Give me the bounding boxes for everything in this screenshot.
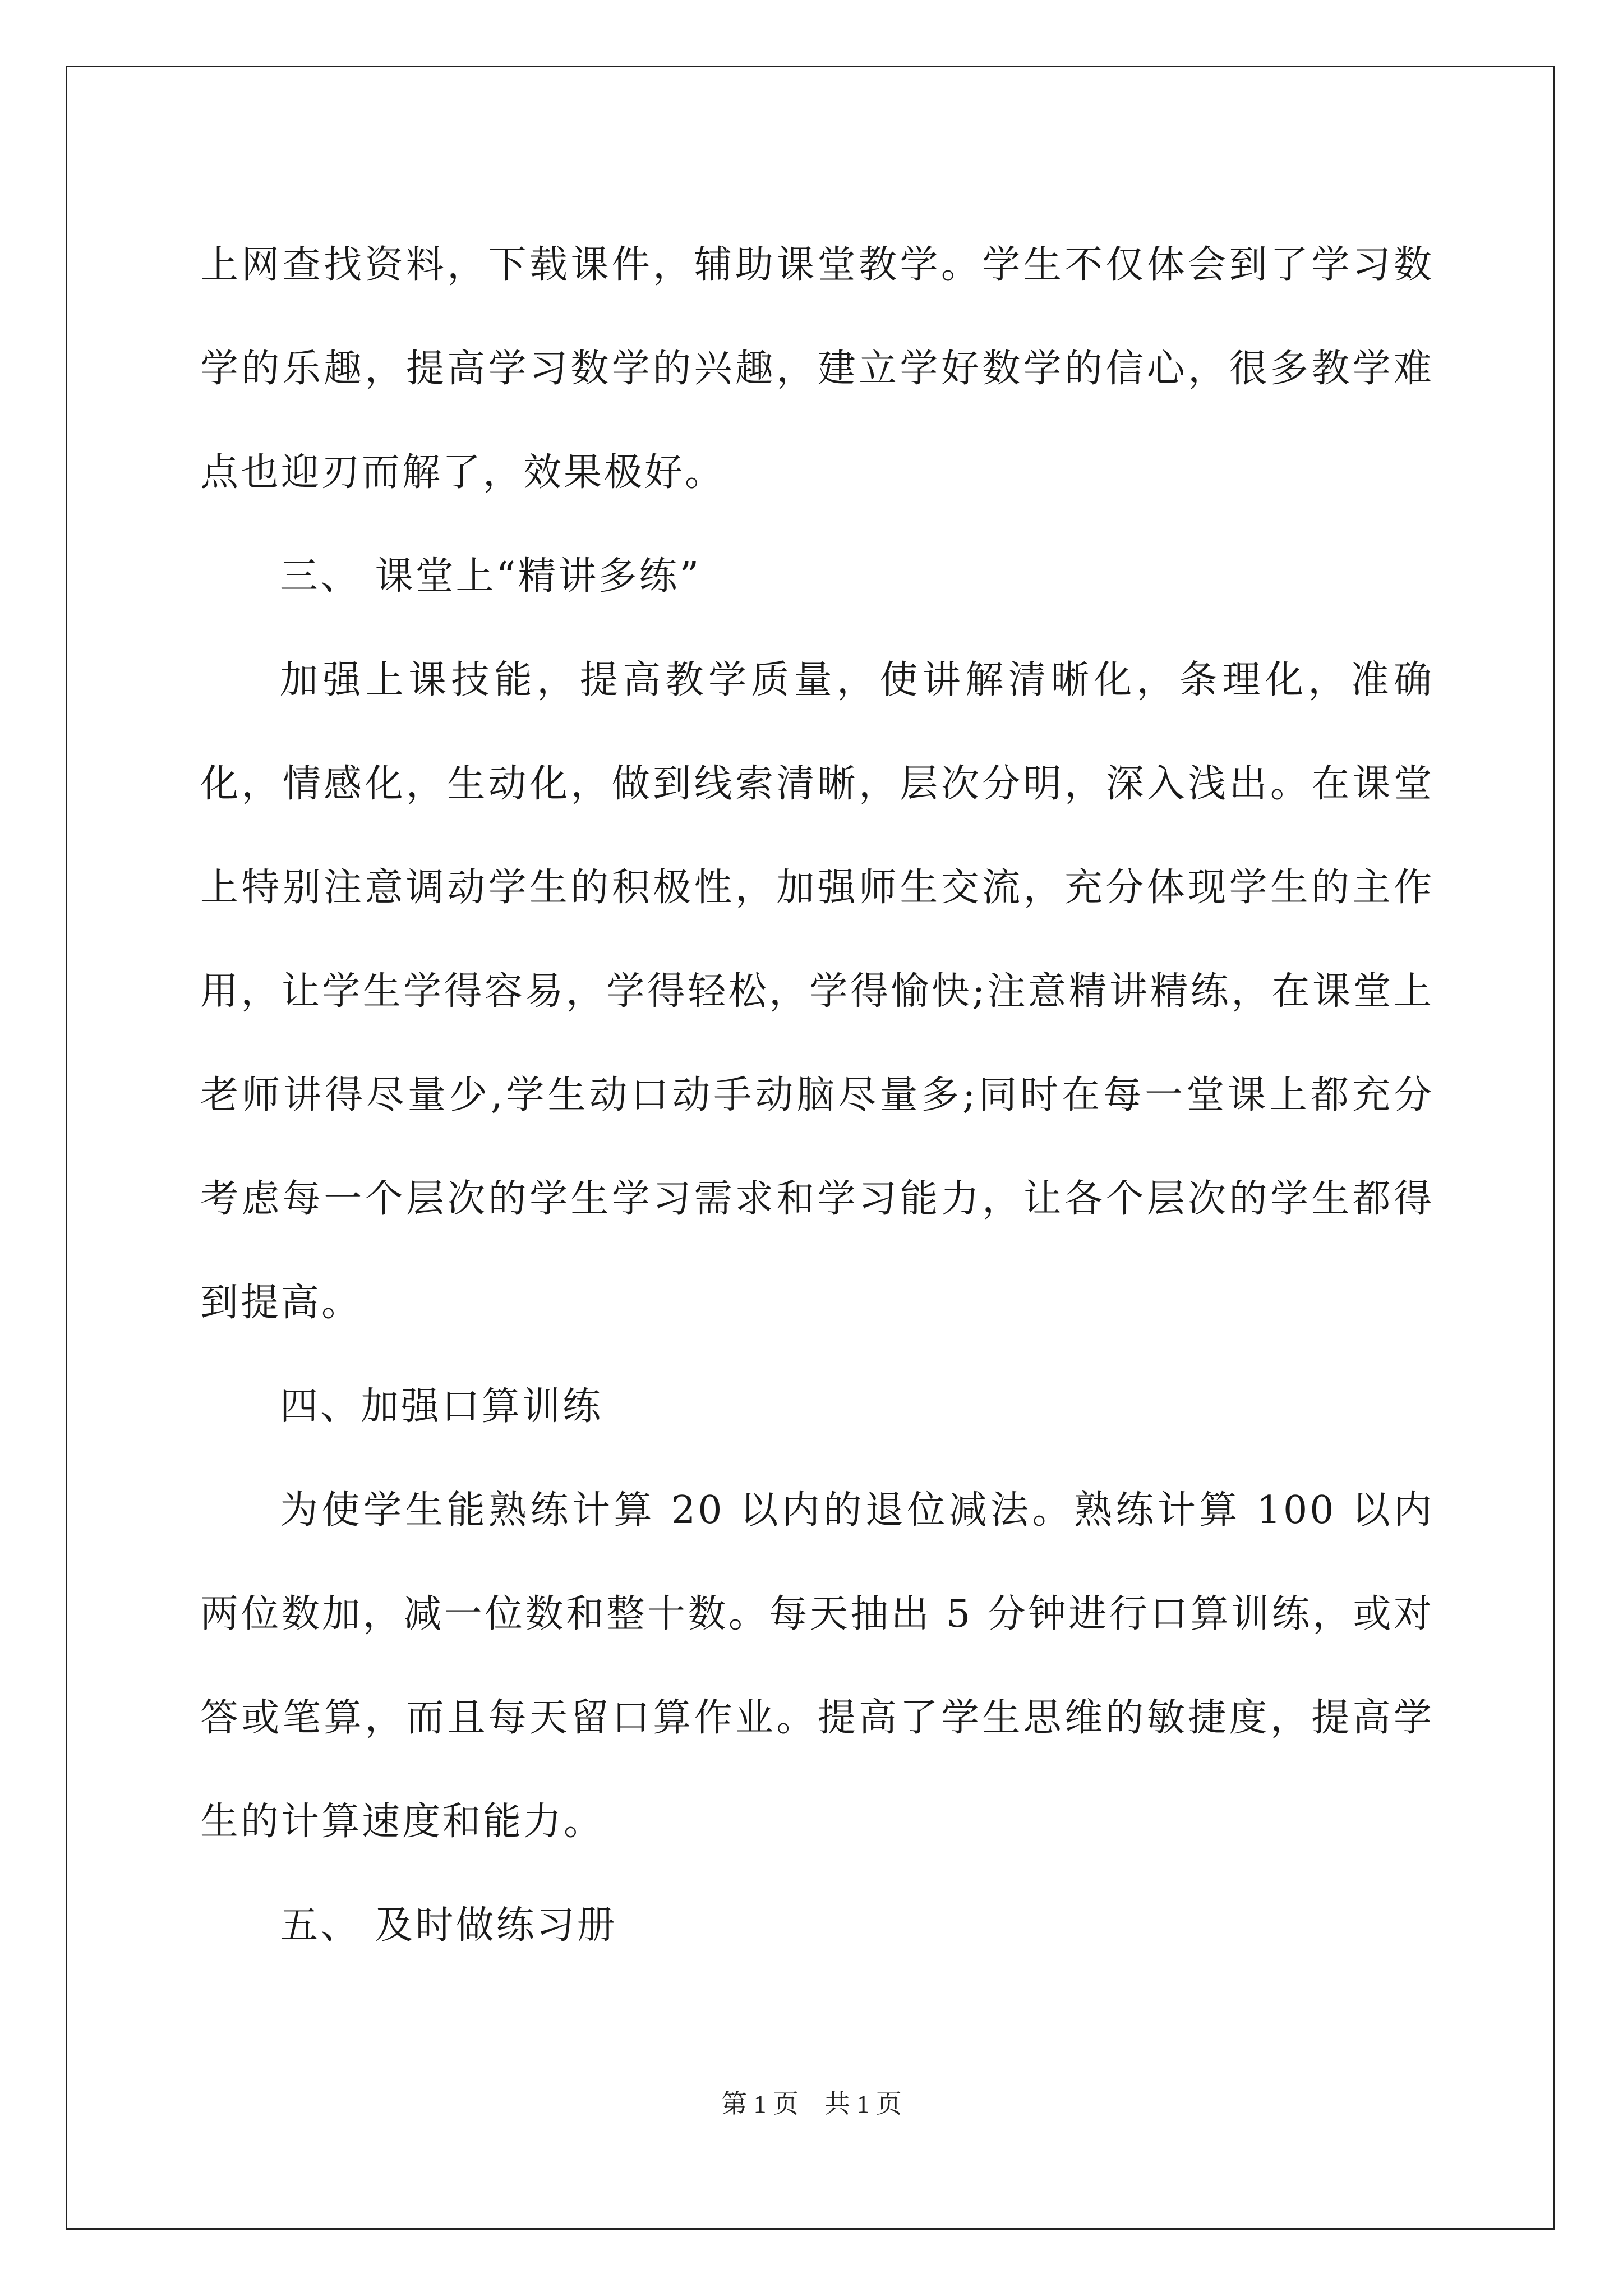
paragraph-3: 为使学生能熟练计算 20 以内的退位减法。熟练计算 100 以内两位数加，减一位数和整十数。每天抽出 5 分钟进行口算训练，或对答或笔算，而且每天留口算作业。提高了学生思维的敏捷度，提高学生的计算速度和能力。 <box>200 1488 1434 1844</box>
paragraph-2: 加强上课技能，提高教学质量，使讲解清晰化，条理化，准确化，情感化，生动化，做到线索清晰，层次分明，深入浅出。在课堂上特别注意调动学生的积极性，加强师生交流，充分体现学生的主作用，让学生学得容易，学得轻松，学得愉快;注意精讲精练，在课堂上老师讲得尽量少,学生动口动手动脑尽量多;同时在每一堂课上都充分考虑每一个层次的学生学习需求和学习能力，让各个层次的学生都得到提高。 <box>200 658 1434 1325</box>
section-heading-3: 三、 课堂上“精讲多练” <box>280 554 702 599</box>
section-heading-5: 五、 及时做练习册 <box>280 1903 617 1948</box>
page-footer: 第 1 页 共 1 页 <box>721 2090 902 2118</box>
document-body <box>200 213 1434 1977</box>
section-heading-4: 四、加强口算训练 <box>280 1384 603 1429</box>
paragraph-1: 上网查找资料，下载课件，辅助课堂教学。学生不仅体会到了学习数学的乐趣，提高学习数学的兴趣，建立学好数学的信心，很多教学难点也迎刃而解了，效果极好。 <box>200 243 1434 495</box>
